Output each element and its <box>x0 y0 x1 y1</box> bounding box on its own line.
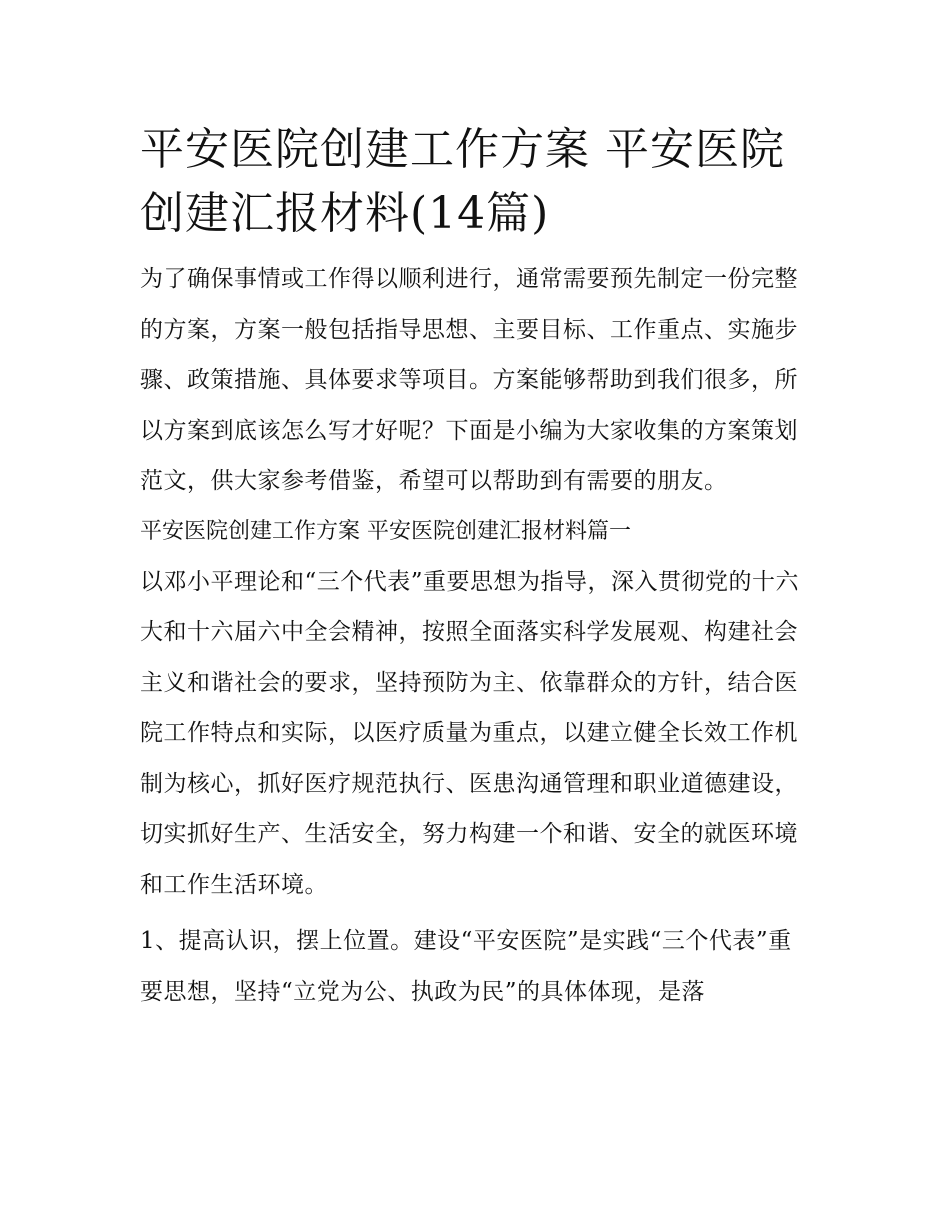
document-title: 平安医院创建工作方案 平安医院创建汇报材料(14篇) <box>140 124 785 239</box>
body-paragraph-1: 以邓小平理论和“三个代表”重要思想为指导，深入贯彻党的十六大和十六届六中全会精神，按照全面落实科学发展观、构建社会主义和谐社会的要求，坚持预防为主、依靠群众的方针，结合医院工作特点和实际，以医疗质量为重点，以建立健全长效工作机制为核心，抓好医疗规范执行、医患沟通管理和职业道德建设，切实抓好生产、生活安全，努力构建一个和谐、安全的就医环境和工作生活环境。 <box>140 568 800 898</box>
section-heading: 平安医院创建工作方案 平安医院创建汇报材料篇一 <box>140 518 631 544</box>
body-paragraph-2: 1、提高认识，摆上位置。建设“平安医院”是实践“三个代表”重要思想，坚持“立党为公、执政为民”的具体体现，是落 <box>140 928 792 1005</box>
document-page <box>140 118 812 1017</box>
intro-paragraph: 为了确保事情或工作得以顺利进行，通常需要预先制定一份完整的方案，方案一般包括指导思想、主要目标、工作重点、实施步骤、政策措施、具体要求等项目。方案能够帮助到我们很多，所以方案到底该怎么写才好呢？下面是小编为大家收集的方案策划范文，供大家参考借鉴，希望可以帮助到有需要的朋友。 <box>140 266 798 494</box>
